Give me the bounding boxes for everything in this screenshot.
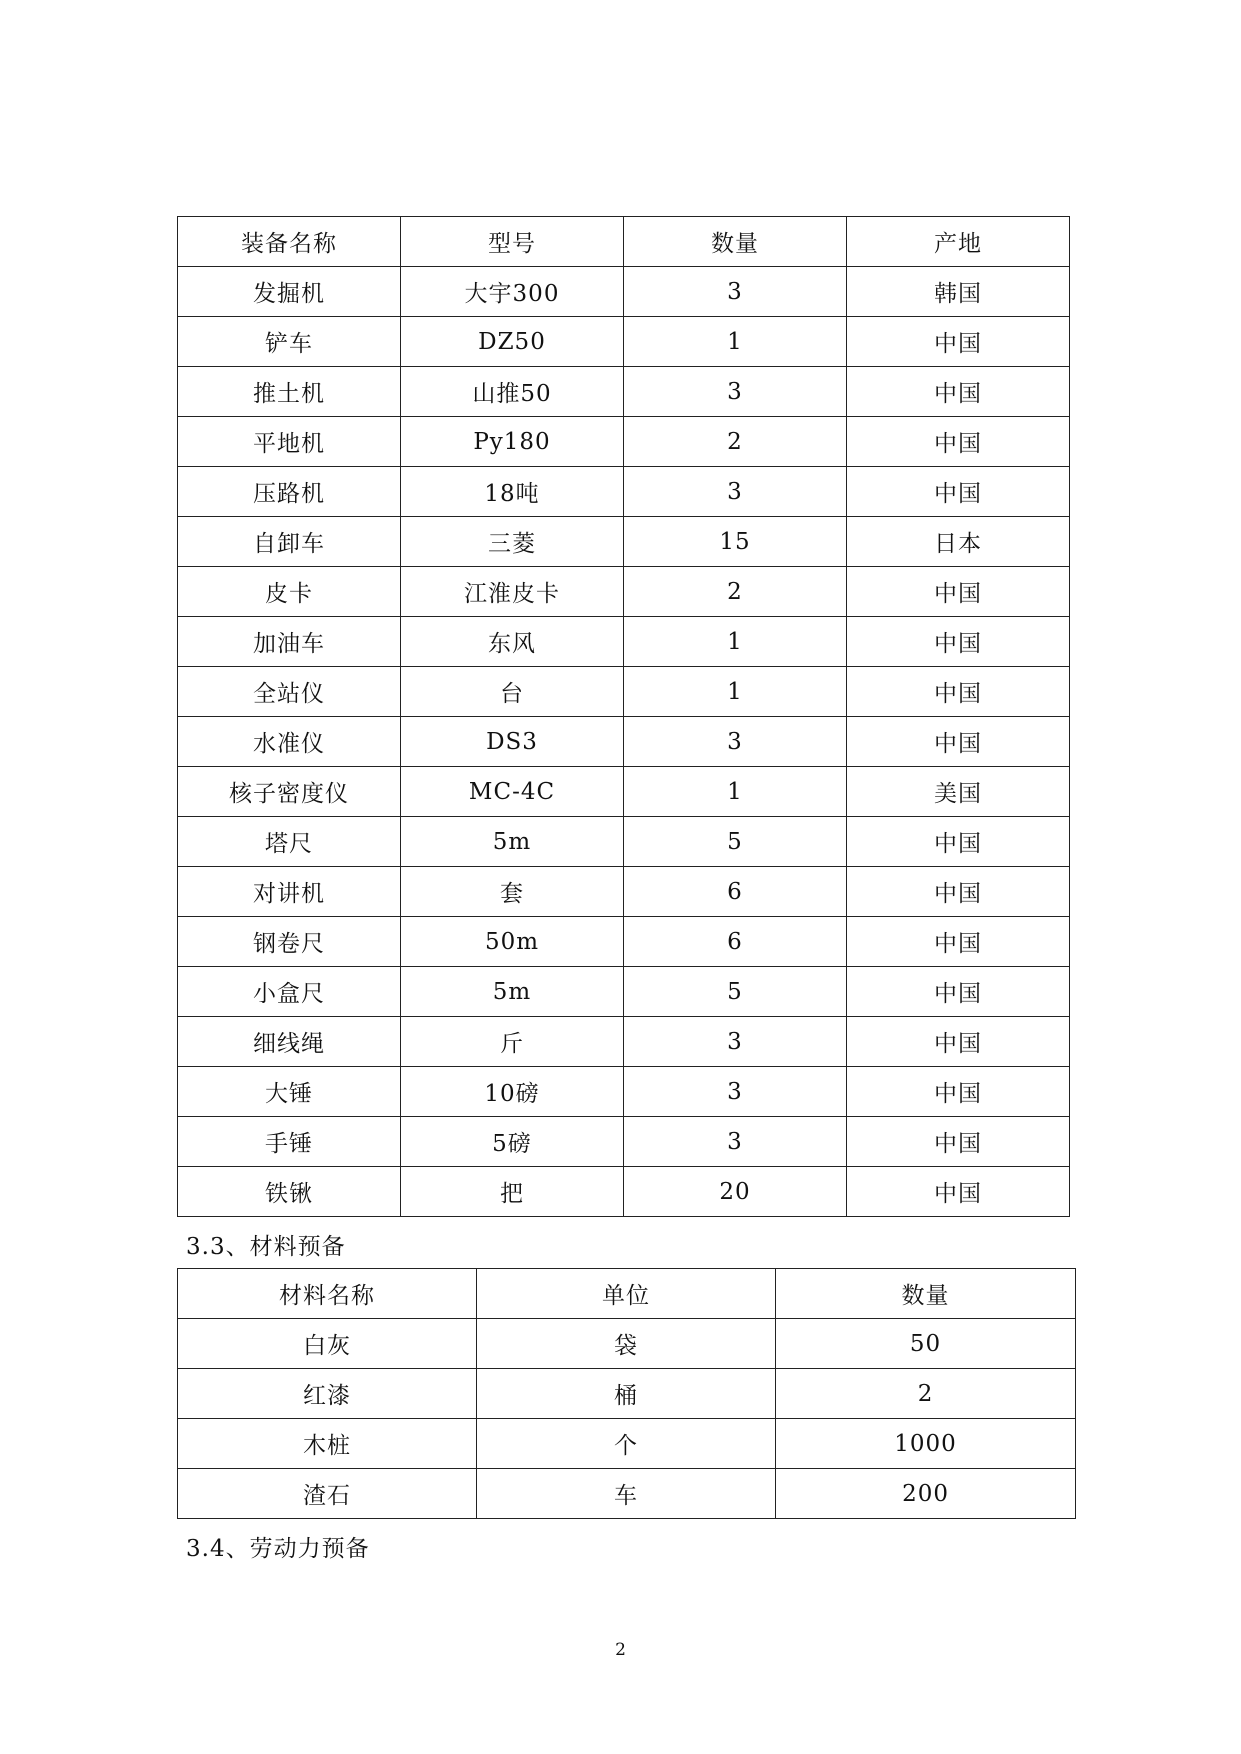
table-cell: 日本 xyxy=(847,517,1070,567)
table-cell: 5m xyxy=(401,817,624,867)
table-cell: 核子密度仪 xyxy=(178,767,401,817)
equipment-row xyxy=(178,717,1070,767)
equipment-row xyxy=(178,267,1070,317)
table-cell: 中国 xyxy=(847,1067,1070,1117)
equipment-row xyxy=(178,967,1070,1017)
table-cell: 台 xyxy=(401,667,624,717)
table-cell: 2 xyxy=(624,567,847,617)
table-cell: 1 xyxy=(624,667,847,717)
table-cell: DZ50 xyxy=(401,317,624,367)
table-cell: 中国 xyxy=(847,717,1070,767)
table-cell: 江淮皮卡 xyxy=(401,567,624,617)
table-cell: MC-4C xyxy=(401,767,624,817)
table-cell: 1 xyxy=(624,767,847,817)
equipment-row xyxy=(178,517,1070,567)
table-cell: 50 xyxy=(776,1319,1076,1369)
table-cell: 东风 xyxy=(401,617,624,667)
equipment-row xyxy=(178,767,1070,817)
column-header: 单位 xyxy=(477,1269,776,1319)
equipment-row xyxy=(178,867,1070,917)
table-cell: 钢卷尺 xyxy=(178,917,401,967)
table-cell: 中国 xyxy=(847,417,1070,467)
equipment-table xyxy=(177,216,1070,1217)
table-cell: 中国 xyxy=(847,867,1070,917)
table-cell: 5 xyxy=(624,967,847,1017)
table-cell: 5m xyxy=(401,967,624,1017)
table-cell: 18吨 xyxy=(401,467,624,517)
table-cell: 发掘机 xyxy=(178,267,401,317)
table-cell: 1000 xyxy=(776,1419,1076,1469)
equipment-row xyxy=(178,467,1070,517)
table-cell: 中国 xyxy=(847,1017,1070,1067)
column-header: 数量 xyxy=(624,217,847,267)
equipment-row xyxy=(178,567,1070,617)
labor-section-heading: 3.4、劳动力预备 xyxy=(186,1536,370,1562)
table-cell: 中国 xyxy=(847,617,1070,667)
table-cell: 小盒尺 xyxy=(178,967,401,1017)
table-cell: 200 xyxy=(776,1469,1076,1519)
table-cell: 中国 xyxy=(847,567,1070,617)
table-cell: 3 xyxy=(624,717,847,767)
table-cell: 对讲机 xyxy=(178,867,401,917)
table-cell: 20 xyxy=(624,1167,847,1217)
table-cell: 1 xyxy=(624,317,847,367)
table-cell: 车 xyxy=(477,1469,776,1519)
table-cell: 中国 xyxy=(847,1117,1070,1167)
table-cell: 2 xyxy=(624,417,847,467)
equipment-row xyxy=(178,1167,1070,1217)
table-cell: 平地机 xyxy=(178,417,401,467)
table-cell: 美国 xyxy=(847,767,1070,817)
table-cell: 皮卡 xyxy=(178,567,401,617)
header-row xyxy=(178,1269,1076,1319)
equipment-row xyxy=(178,667,1070,717)
table-cell: 铁锹 xyxy=(178,1167,401,1217)
column-header: 装备名称 xyxy=(178,217,401,267)
equipment-row xyxy=(178,817,1070,867)
page-number: 2 xyxy=(615,1640,626,1660)
material-row xyxy=(178,1319,1076,1369)
table-cell: 三菱 xyxy=(401,517,624,567)
table-cell: 红漆 xyxy=(178,1369,477,1419)
material-row xyxy=(178,1469,1076,1519)
table-cell: 铲车 xyxy=(178,317,401,367)
table-cell: 韩国 xyxy=(847,267,1070,317)
table-cell: 5磅 xyxy=(401,1117,624,1167)
table-cell: 3 xyxy=(624,367,847,417)
equipment-row xyxy=(178,917,1070,967)
table-cell: 自卸车 xyxy=(178,517,401,567)
header-row xyxy=(178,217,1070,267)
table-cell: 全站仪 xyxy=(178,667,401,717)
equipment-row xyxy=(178,1117,1070,1167)
table-cell: 渣石 xyxy=(178,1469,477,1519)
materials-section-heading: 3.3、材料预备 xyxy=(186,1234,346,1260)
table-cell: 中国 xyxy=(847,967,1070,1017)
material-row xyxy=(178,1419,1076,1469)
table-cell: 斤 xyxy=(401,1017,624,1067)
table-cell: 细线绳 xyxy=(178,1017,401,1067)
table-cell: 中国 xyxy=(847,917,1070,967)
table-cell: 把 xyxy=(401,1167,624,1217)
column-header: 材料名称 xyxy=(178,1269,477,1319)
column-header: 产地 xyxy=(847,217,1070,267)
table-cell: 中国 xyxy=(847,667,1070,717)
table-cell: 加油车 xyxy=(178,617,401,667)
table-cell: 3 xyxy=(624,1017,847,1067)
table-cell: 3 xyxy=(624,1117,847,1167)
table-cell: 5 xyxy=(624,817,847,867)
table-cell: 中国 xyxy=(847,817,1070,867)
table-cell: 水准仪 xyxy=(178,717,401,767)
table-cell: 白灰 xyxy=(178,1319,477,1369)
table-cell: 大宇300 xyxy=(401,267,624,317)
table-cell: 中国 xyxy=(847,317,1070,367)
table-cell: Py180 xyxy=(401,417,624,467)
table-cell: 套 xyxy=(401,867,624,917)
table-cell: 1 xyxy=(624,617,847,667)
table-cell: 3 xyxy=(624,267,847,317)
equipment-row xyxy=(178,417,1070,467)
table-cell: 大锤 xyxy=(178,1067,401,1117)
table-cell: 推土机 xyxy=(178,367,401,417)
table-cell: 中国 xyxy=(847,467,1070,517)
table-cell: 10磅 xyxy=(401,1067,624,1117)
column-header: 数量 xyxy=(776,1269,1076,1319)
table-cell: 中国 xyxy=(847,367,1070,417)
table-cell: 桶 xyxy=(477,1369,776,1419)
table-cell: 压路机 xyxy=(178,467,401,517)
equipment-row xyxy=(178,617,1070,667)
table-cell: 塔尺 xyxy=(178,817,401,867)
table-cell: 山推50 xyxy=(401,367,624,417)
table-cell: DS3 xyxy=(401,717,624,767)
table-cell: 3 xyxy=(624,467,847,517)
column-header: 型号 xyxy=(401,217,624,267)
equipment-row xyxy=(178,1067,1070,1117)
table-cell: 15 xyxy=(624,517,847,567)
materials-table xyxy=(177,1268,1076,1519)
table-cell: 50m xyxy=(401,917,624,967)
table-cell: 6 xyxy=(624,917,847,967)
table-cell: 2 xyxy=(776,1369,1076,1419)
equipment-row xyxy=(178,1017,1070,1067)
equipment-row xyxy=(178,367,1070,417)
table-cell: 3 xyxy=(624,1067,847,1117)
table-cell: 手锤 xyxy=(178,1117,401,1167)
material-row xyxy=(178,1369,1076,1419)
table-cell: 袋 xyxy=(477,1319,776,1369)
equipment-row xyxy=(178,317,1070,367)
table-cell: 6 xyxy=(624,867,847,917)
table-cell: 个 xyxy=(477,1419,776,1469)
table-cell: 木桩 xyxy=(178,1419,477,1469)
table-cell: 中国 xyxy=(847,1167,1070,1217)
